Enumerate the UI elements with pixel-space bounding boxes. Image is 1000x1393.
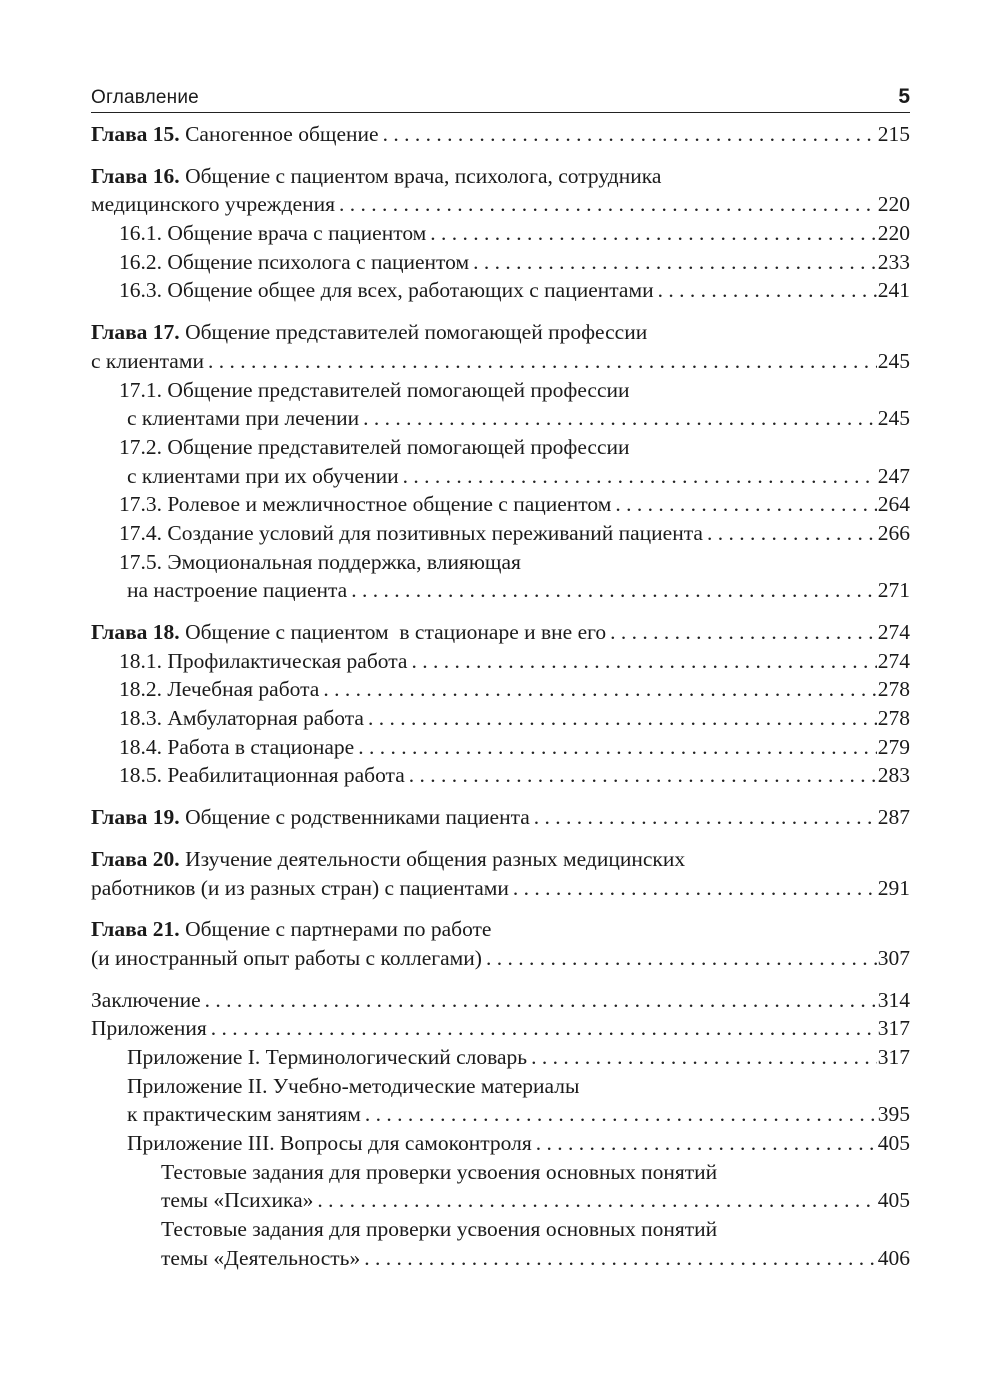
chapter-label: Глава 17. (91, 320, 180, 345)
appendix-title: Приложение II. Учебно-методические материалы (127, 1073, 580, 1098)
toc-entry-appendix-2[interactable] (91, 1100, 910, 1129)
toc-subentry[interactable] (91, 733, 910, 762)
appendices-title: Приложения (91, 1016, 207, 1041)
test-title-cont: темы «Деятельность» (161, 1245, 361, 1270)
page-ref: 241 (877, 278, 910, 303)
section-title: 18.2. Лечебная работа (119, 677, 320, 702)
page-ref: 233 (877, 249, 910, 274)
dot-leader (205, 986, 877, 1015)
page-ref: 220 (877, 192, 910, 217)
chapter-title: Изучение деятельности общения разных медицинских (185, 846, 686, 871)
dot-leader (513, 874, 877, 903)
section-title: 16.1. Общение врача с пациентом (119, 221, 427, 246)
page-ref: 405 (877, 1188, 910, 1213)
dot-leader (363, 404, 877, 433)
toc-subentry[interactable] (91, 1186, 910, 1215)
chapter-title: Общение с партнерами по работе (185, 917, 492, 942)
toc-subentry[interactable] (91, 761, 910, 790)
dot-leader (610, 618, 877, 647)
dot-leader (486, 944, 877, 973)
page-ref: 245 (877, 406, 910, 431)
toc-subentry[interactable] (91, 248, 910, 277)
test-title: Тестовые задания для проверки усвоения основных понятий (161, 1217, 718, 1242)
section-title-cont: на настроение пациента (127, 578, 348, 603)
dot-leader (707, 519, 877, 548)
toc-entry[interactable] (91, 803, 910, 832)
page-ref: 271 (877, 578, 910, 603)
page-ref: 245 (877, 348, 910, 373)
section-title-cont: с клиентами при их обучении (127, 463, 399, 488)
dot-leader (208, 347, 877, 376)
page-ref: 317 (877, 1044, 910, 1069)
chapter-title-cont: медицинского учреждения (91, 192, 335, 217)
dot-leader (317, 1186, 876, 1215)
chapter-label: Глава 19. (91, 805, 180, 830)
toc-subentry-line[interactable] (91, 376, 910, 405)
dot-leader (411, 647, 876, 676)
chapter-title: Саногенное общение (185, 122, 379, 146)
appendix-title: Приложение III. Вопросы для самоконтроля (127, 1131, 532, 1155)
dot-leader (531, 1043, 877, 1072)
toc-subentry[interactable] (91, 576, 910, 605)
page-ref: 215 (877, 122, 910, 146)
page-ref: 274 (877, 648, 910, 673)
page-number: 5 (898, 85, 910, 108)
page-ref: 314 (877, 987, 910, 1012)
toc-chapter-19 (91, 803, 910, 832)
page-ref: 278 (877, 706, 910, 731)
toc-entry-line[interactable] (91, 845, 910, 874)
toc-page (91, 84, 910, 1272)
section-title: 17.1. Общение представителей помогающей профессии (119, 377, 630, 402)
dot-leader (323, 675, 876, 704)
running-header-section: Оглавление (91, 87, 199, 108)
chapter-label: Глава 20. (91, 846, 180, 871)
chapter-title-cont: работников (и из разных стран) с пациентами (91, 875, 509, 900)
chapter-title-cont: (и иностранный опыт работы с коллегами) (91, 945, 482, 970)
toc-chapter-18 (91, 618, 910, 790)
dot-leader (364, 1244, 877, 1273)
toc-entry[interactable] (91, 347, 910, 376)
toc-entry-line[interactable] (91, 318, 910, 347)
toc-subentry[interactable] (91, 276, 910, 305)
toc-entry-conclusion[interactable] (91, 986, 910, 1015)
chapter-title-cont: с клиентами (91, 348, 204, 373)
chapter-title: Общение с родственниками пациента (185, 805, 530, 830)
chapter-label: Глава 21. (91, 917, 180, 942)
page-ref: 291 (877, 875, 910, 900)
page-ref: 317 (877, 1016, 910, 1041)
appendix-title-cont: к практическим занятиям (127, 1102, 361, 1127)
section-title: 16.2. Общение психолога с пациентом (119, 249, 470, 274)
toc-subentry-line[interactable] (91, 433, 910, 462)
dot-leader (536, 1129, 877, 1158)
section-title: 16.3. Общение общее для всех, работающих с пациентами (119, 278, 654, 303)
dot-leader (409, 761, 877, 790)
section-title: 17.3. Ролевое и межличностное общение с пациентом (119, 492, 612, 517)
dot-leader (351, 576, 877, 605)
toc-chapter-20 (91, 845, 910, 902)
dot-leader (365, 1100, 877, 1129)
running-header (91, 84, 910, 113)
chapter-label: Глава 16. (91, 163, 180, 188)
toc-entry-appendix-1[interactable] (91, 1043, 910, 1072)
conclusion-title: Заключение (91, 987, 201, 1012)
chapter-label: Глава 18. (91, 620, 180, 644)
dot-leader (658, 276, 877, 305)
toc-chapter-16 (91, 162, 910, 305)
dot-leader (211, 1014, 877, 1043)
toc-entry[interactable] (91, 120, 910, 149)
section-title-cont: с клиентами при лечении (127, 406, 360, 431)
section-title: 17.4. Создание условий для позитивных переживаний пациента (119, 520, 703, 545)
toc-entry-appendices[interactable] (91, 1014, 910, 1043)
dot-leader (615, 490, 876, 519)
page-ref: 406 (877, 1245, 910, 1270)
section-title: 17.2. Общение представителей помогающей профессии (119, 434, 630, 459)
toc-chapter-17 (91, 318, 910, 605)
toc-chapter-15 (91, 120, 910, 149)
page-ref: 247 (877, 463, 910, 488)
page-ref: 405 (877, 1131, 910, 1155)
chapter-title: Общение представителей помогающей профессии (185, 320, 648, 345)
toc-subentry-line[interactable] (91, 548, 910, 577)
section-title: 18.4. Работа в стационаре (119, 734, 355, 759)
toc-entry-appendix-2-line[interactable] (91, 1072, 910, 1101)
page-ref: 266 (877, 520, 910, 545)
dot-leader (430, 219, 876, 248)
page-ref: 279 (877, 734, 910, 759)
test-title: Тестовые задания для проверки усвоения основных понятий (161, 1159, 718, 1184)
toc-subentry[interactable] (91, 675, 910, 704)
dot-leader (383, 120, 877, 149)
toc-entry[interactable] (91, 618, 910, 647)
toc-subentry[interactable] (91, 1244, 910, 1273)
toc-entry-appendix-3[interactable] (91, 1129, 910, 1158)
page-ref: 287 (877, 805, 910, 830)
toc-subentry[interactable] (91, 219, 910, 248)
chapter-label: Глава 15. (91, 122, 180, 146)
page-ref: 395 (877, 1102, 910, 1127)
section-title: 18.1. Профилактическая работа (119, 648, 408, 673)
toc-subentry[interactable] (91, 404, 910, 433)
toc-subentry[interactable] (91, 519, 910, 548)
appendix-title: Приложение I. Терминологический словарь (127, 1044, 528, 1069)
page-ref: 278 (877, 677, 910, 702)
test-title-cont: темы «Психика» (161, 1188, 314, 1213)
dot-leader (473, 248, 877, 277)
page-ref: 264 (877, 492, 910, 517)
section-title: 18.3. Амбулаторная работа (119, 706, 364, 731)
toc-entry[interactable] (91, 874, 910, 903)
toc-entry-line[interactable] (91, 915, 910, 944)
toc-entry[interactable] (91, 190, 910, 219)
dot-leader (534, 803, 877, 832)
dot-leader (339, 190, 877, 219)
toc-subentry[interactable] (91, 462, 910, 491)
dot-leader (403, 462, 877, 491)
page-ref: 220 (877, 221, 910, 246)
dot-leader (358, 733, 877, 762)
chapter-title: Общение с пациентом в стационаре и вне его (185, 620, 607, 644)
section-title: 17.5. Эмоциональная поддержка, влияющая (119, 549, 521, 574)
toc-subentry[interactable] (91, 490, 910, 519)
chapter-title: Общение с пациентом врача, психолога, сотрудника (185, 163, 662, 188)
toc-subentry[interactable] (91, 647, 910, 676)
toc-subentry[interactable] (91, 704, 910, 733)
page-ref: 307 (877, 945, 910, 970)
toc-back-matter (91, 986, 910, 1273)
toc-entry[interactable] (91, 944, 910, 973)
toc-chapter-21 (91, 915, 910, 972)
table-of-contents (91, 120, 910, 1272)
toc-subentry-line[interactable] (91, 1215, 910, 1244)
section-title: 18.5. Реабилитационная работа (119, 763, 405, 788)
page-ref: 274 (877, 620, 910, 644)
page-ref: 283 (877, 763, 910, 788)
toc-subentry-line[interactable] (91, 1158, 910, 1187)
toc-entry-line[interactable] (91, 162, 910, 191)
dot-leader (368, 704, 877, 733)
